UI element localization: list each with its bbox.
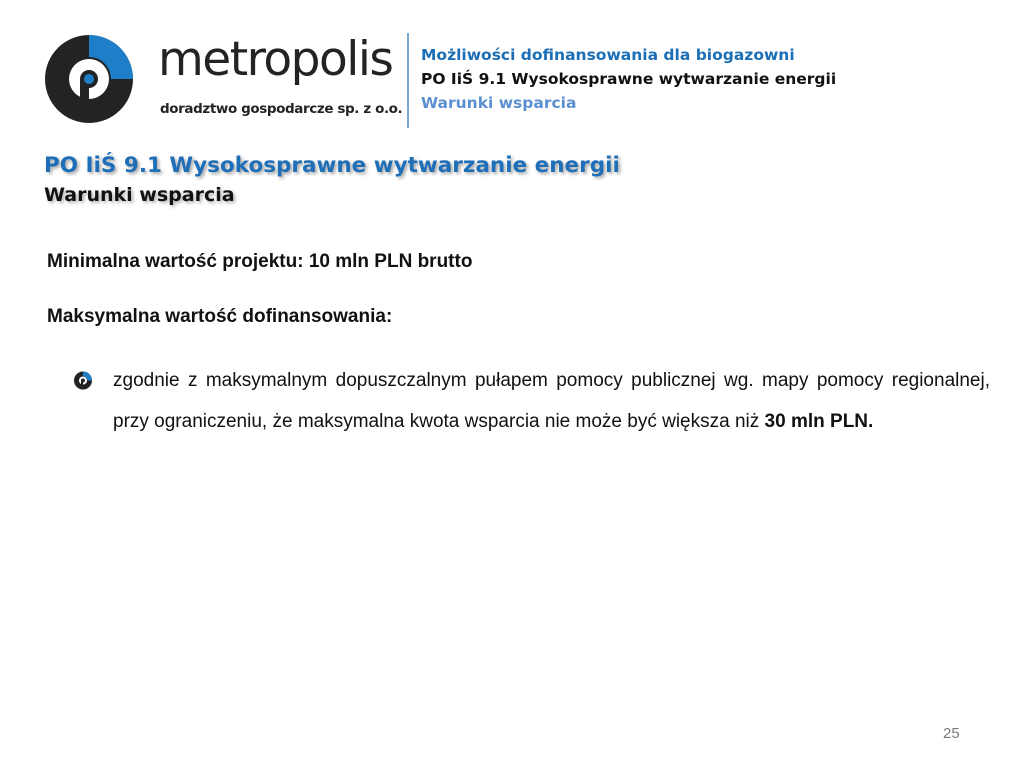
slide-title: PO IiŚ 9.1 Wysokosprawne wytwarzanie energii (44, 153, 620, 178)
bullet-logo-icon (73, 371, 93, 390)
bullet-item (113, 360, 990, 442)
header-program: PO IiŚ 9.1 Wysokosprawne wytwarzanie energii (421, 70, 837, 88)
min-project-value: Minimalna wartość projektu: 10 mln PLN brutto (47, 251, 473, 272)
max-funding-label: Maksymalna wartość dofinansowania: (47, 306, 393, 327)
metropolis-logo-icon (40, 33, 138, 125)
header-divider (407, 33, 409, 128)
bullet-emphasis: 30 mln PLN. (764, 411, 874, 432)
slide-subtitle: Warunki wsparcia (44, 184, 235, 206)
header-section: Warunki wsparcia (421, 94, 577, 112)
header-topic: Możliwości dofinansowania dla biogazowni (421, 46, 795, 64)
brand-tagline: doradztwo gospodarcze sp. z o.o. (160, 101, 403, 117)
page-number: 25 (943, 725, 960, 742)
brand-name: metropolis (158, 32, 393, 87)
bullet-text: zgodnie z maksymalnym dopuszczalnym pułapem pomocy publicznej wg. mapy pomocy regionalnej, przy ograniczeniu, że maksymalna kwota wsparcia nie może być większa niż (113, 370, 990, 432)
